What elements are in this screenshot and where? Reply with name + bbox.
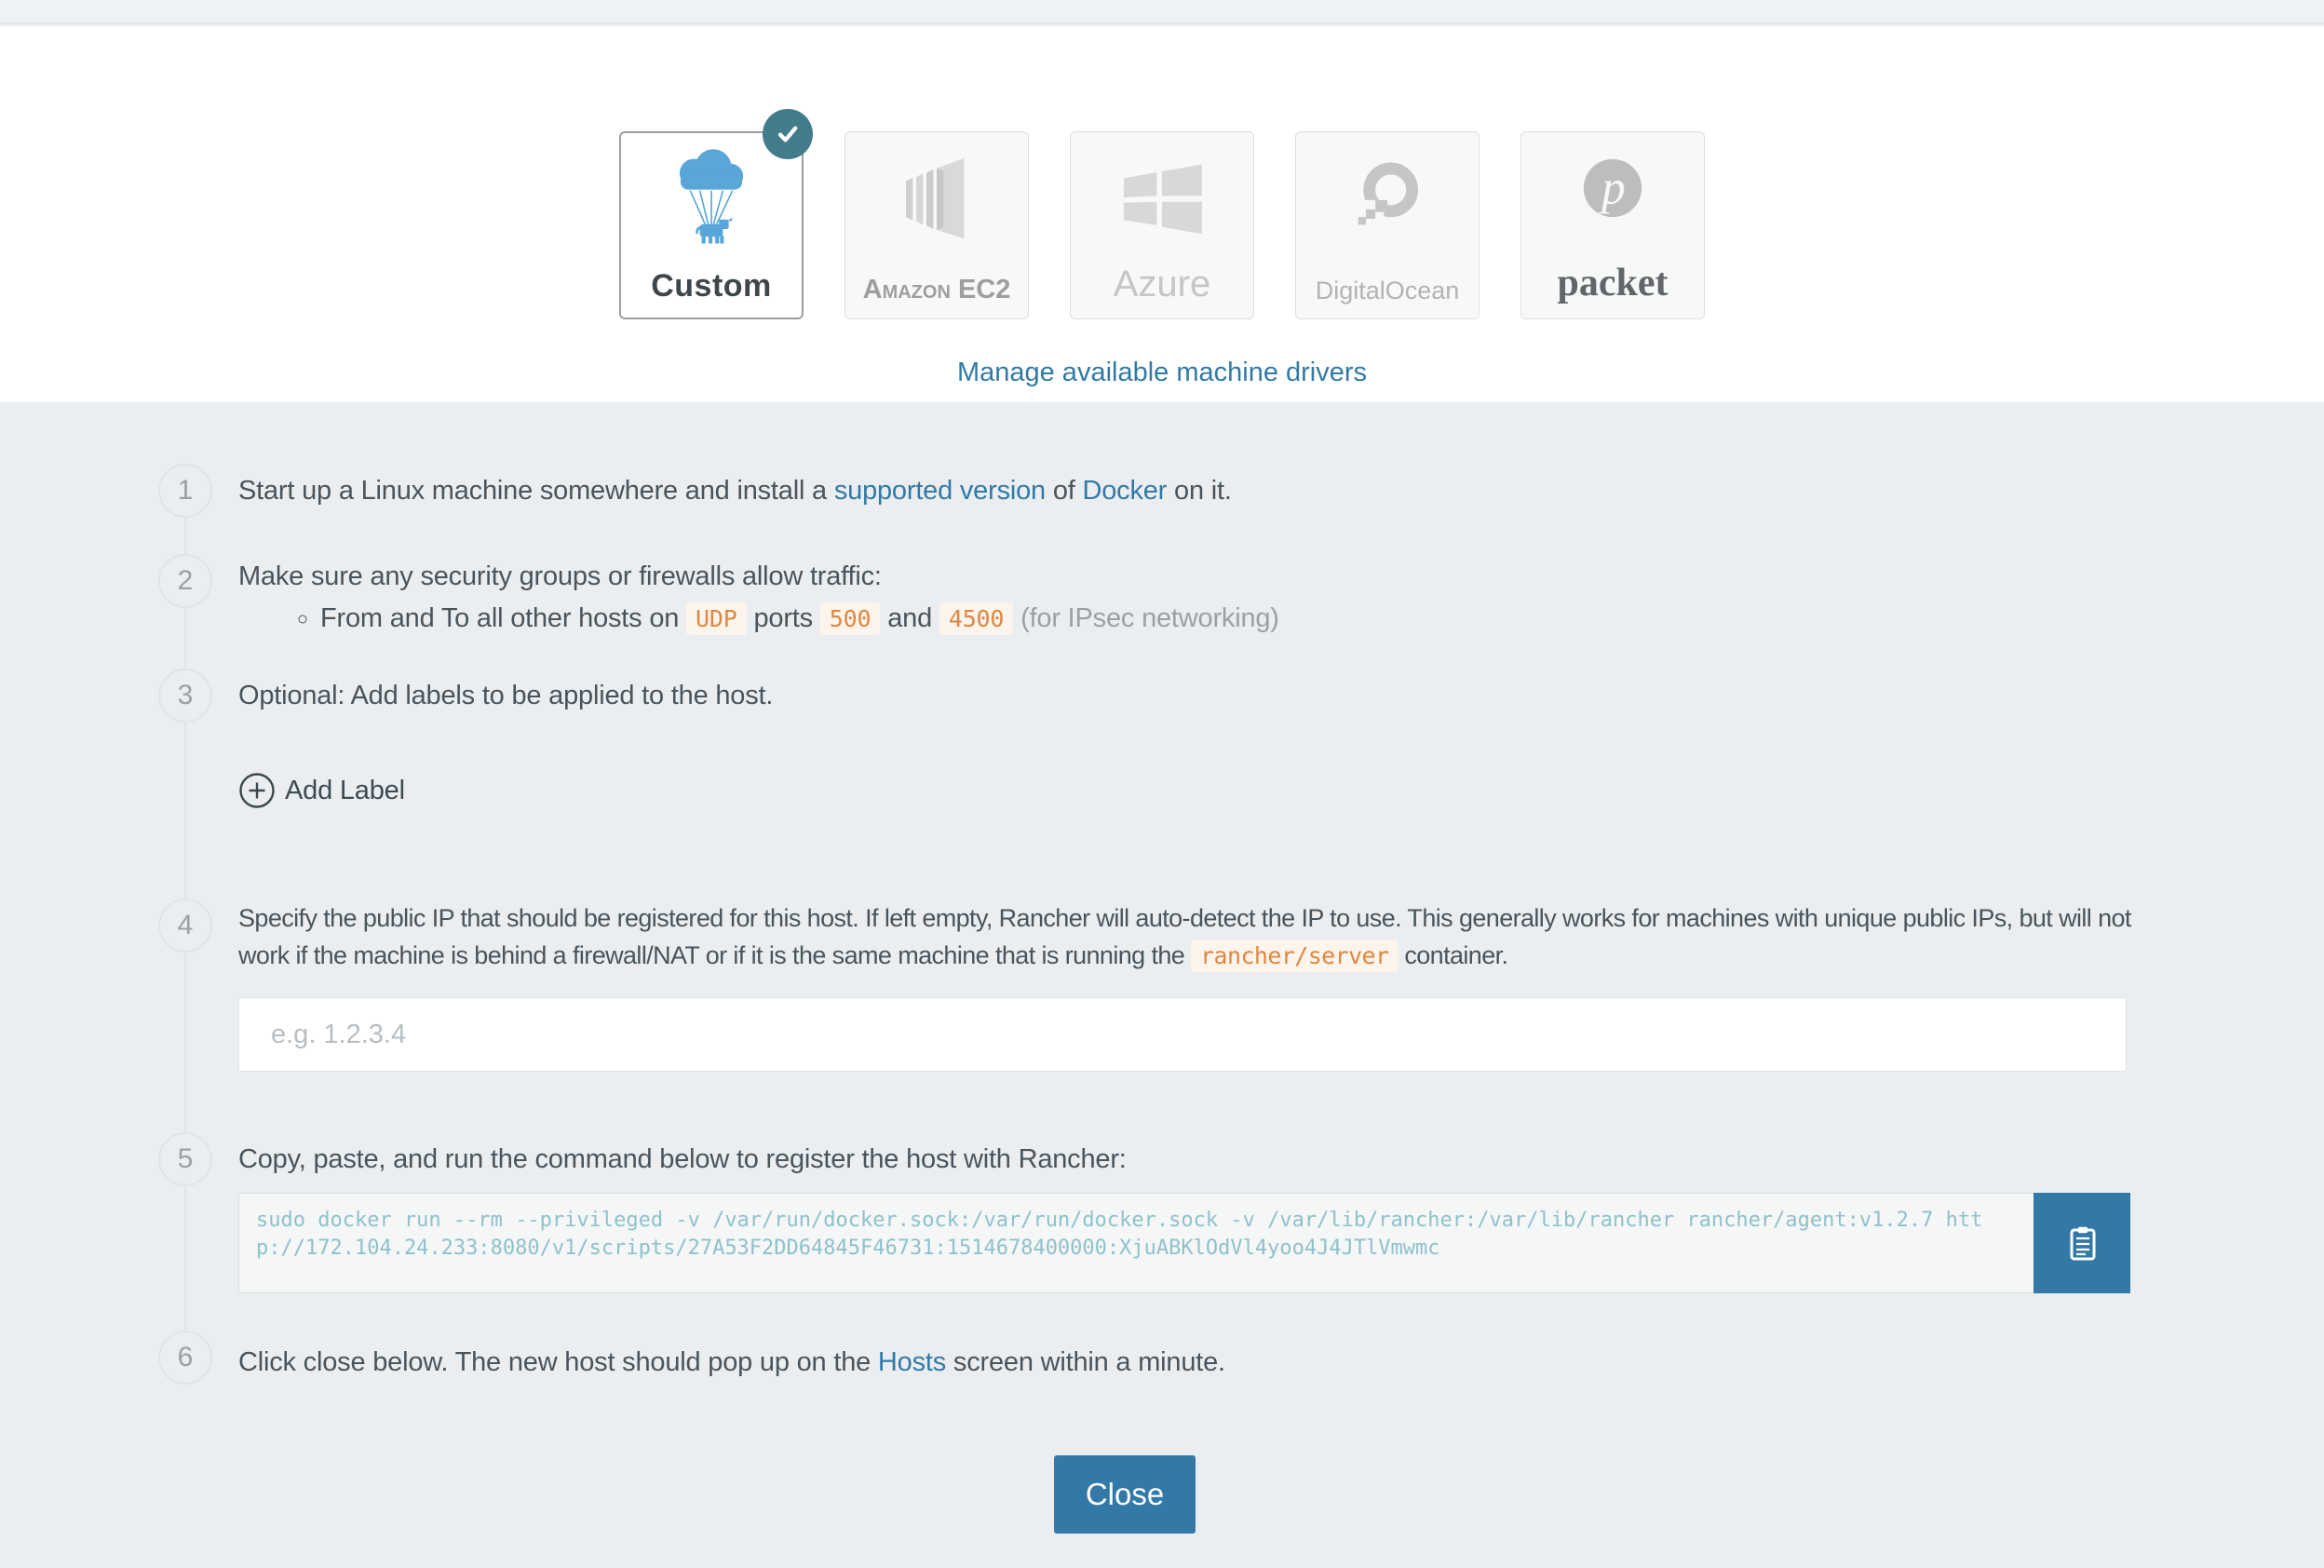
rancher-server-code-chip: rancher/server	[1191, 939, 1398, 972]
step-4-number: 4	[158, 899, 212, 953]
driver-label: Azure	[1113, 264, 1211, 304]
step-3-number: 3	[158, 669, 212, 723]
clipboard-icon	[2060, 1221, 2104, 1265]
step-5-number: 5	[158, 1132, 212, 1186]
add-label-button[interactable]	[238, 770, 405, 811]
driver-card-packet[interactable]	[1520, 131, 1705, 319]
azure-windows-icon	[1110, 143, 1214, 253]
registration-command-text: sudo docker run --rm --privileged -v /var/run/docker.sock:/var/run/docker.sock -v /var/lib/rancher:/var/lib/rancher rancher/agent:v1.2.7 http://172.104.24.233:8080/v1/scripts/27A53F2DD64845F46731:1514678400000:XjuABKlOdVl4yoo4J4JTlVmwmc	[238, 1193, 2034, 1293]
driver-cards	[0, 131, 2324, 319]
docker-link[interactable]: Docker	[1082, 476, 1168, 506]
step-3-title: Optional: Add labels to be applied to the host.	[238, 681, 774, 710]
svg-text:p: p	[1601, 161, 1626, 215]
udp-code-chip: UDP	[686, 602, 747, 635]
driver-label: Custom	[651, 268, 772, 304]
step-2-number: 2	[158, 554, 212, 608]
step-6-number: 6	[158, 1331, 212, 1385]
add-label-text: Add Label	[285, 776, 405, 805]
step-5-title: Copy, paste, and run the command below to register the host with Rancher:	[238, 1144, 1127, 1174]
top-strip	[0, 0, 2324, 24]
driver-card-digitalocean[interactable]	[1295, 131, 1480, 319]
custom-cloud-cow-icon	[654, 144, 769, 254]
close-button[interactable]: Close	[1054, 1455, 1196, 1534]
port-500-code-chip: 500	[820, 602, 881, 635]
step-3-text	[238, 675, 2156, 811]
driver-label: packet	[1557, 262, 1669, 304]
plus-circle-icon	[238, 772, 276, 809]
driver-card-amazon-ec2[interactable]	[844, 131, 1029, 319]
port-4500-code-chip: 4500	[939, 602, 1013, 635]
driver-card-azure[interactable]	[1070, 131, 1254, 319]
driver-label: DigitalOcean	[1315, 277, 1460, 304]
driver-picker-panel	[0, 26, 2324, 402]
step-2-title: Make sure any security groups or firewalls allow traffic:	[238, 561, 882, 591]
amazon-ec2-icon	[885, 143, 988, 253]
check-icon	[763, 109, 813, 159]
step-5-text	[238, 1139, 2156, 1293]
step-2-text	[238, 556, 2156, 641]
step-6-text: Click close below. The new host should pop up on the Hosts screen within a minute.	[238, 1347, 1225, 1377]
driver-label: Amazon EC2	[862, 275, 1011, 304]
step-1-text: Start up a Linux machine somewhere and install a supported version of Docker on it.	[238, 476, 1232, 506]
registration-command-box	[238, 1193, 2130, 1293]
supported-version-link[interactable]: supported version	[833, 476, 1046, 506]
manage-machine-drivers-link[interactable]: Manage available machine drivers	[956, 358, 1368, 387]
packet-icon	[1561, 143, 1664, 253]
copy-command-button[interactable]	[2034, 1193, 2130, 1293]
step-1-number: 1	[158, 464, 212, 518]
driver-card-custom[interactable]	[619, 131, 804, 319]
firewall-rule-item: ◦ From and To all other hosts on UDP ports 500 and 4500 (for IPsec networking)	[320, 597, 2156, 641]
hosts-link[interactable]: Hosts	[877, 1347, 947, 1377]
digitalocean-icon	[1336, 143, 1439, 253]
step-4-text: Specify the public IP that should be registered for this host. If left empty, Rancher will auto-detect the IP to use. This generally works for machines with unique public IPs, but will not work if the machine is behind a firewall/NAT or if it is the same machine that is running the rancher/server container. e.g. 1.2.3.4	[238, 899, 2156, 1072]
public-ip-input[interactable]	[238, 997, 2127, 1072]
